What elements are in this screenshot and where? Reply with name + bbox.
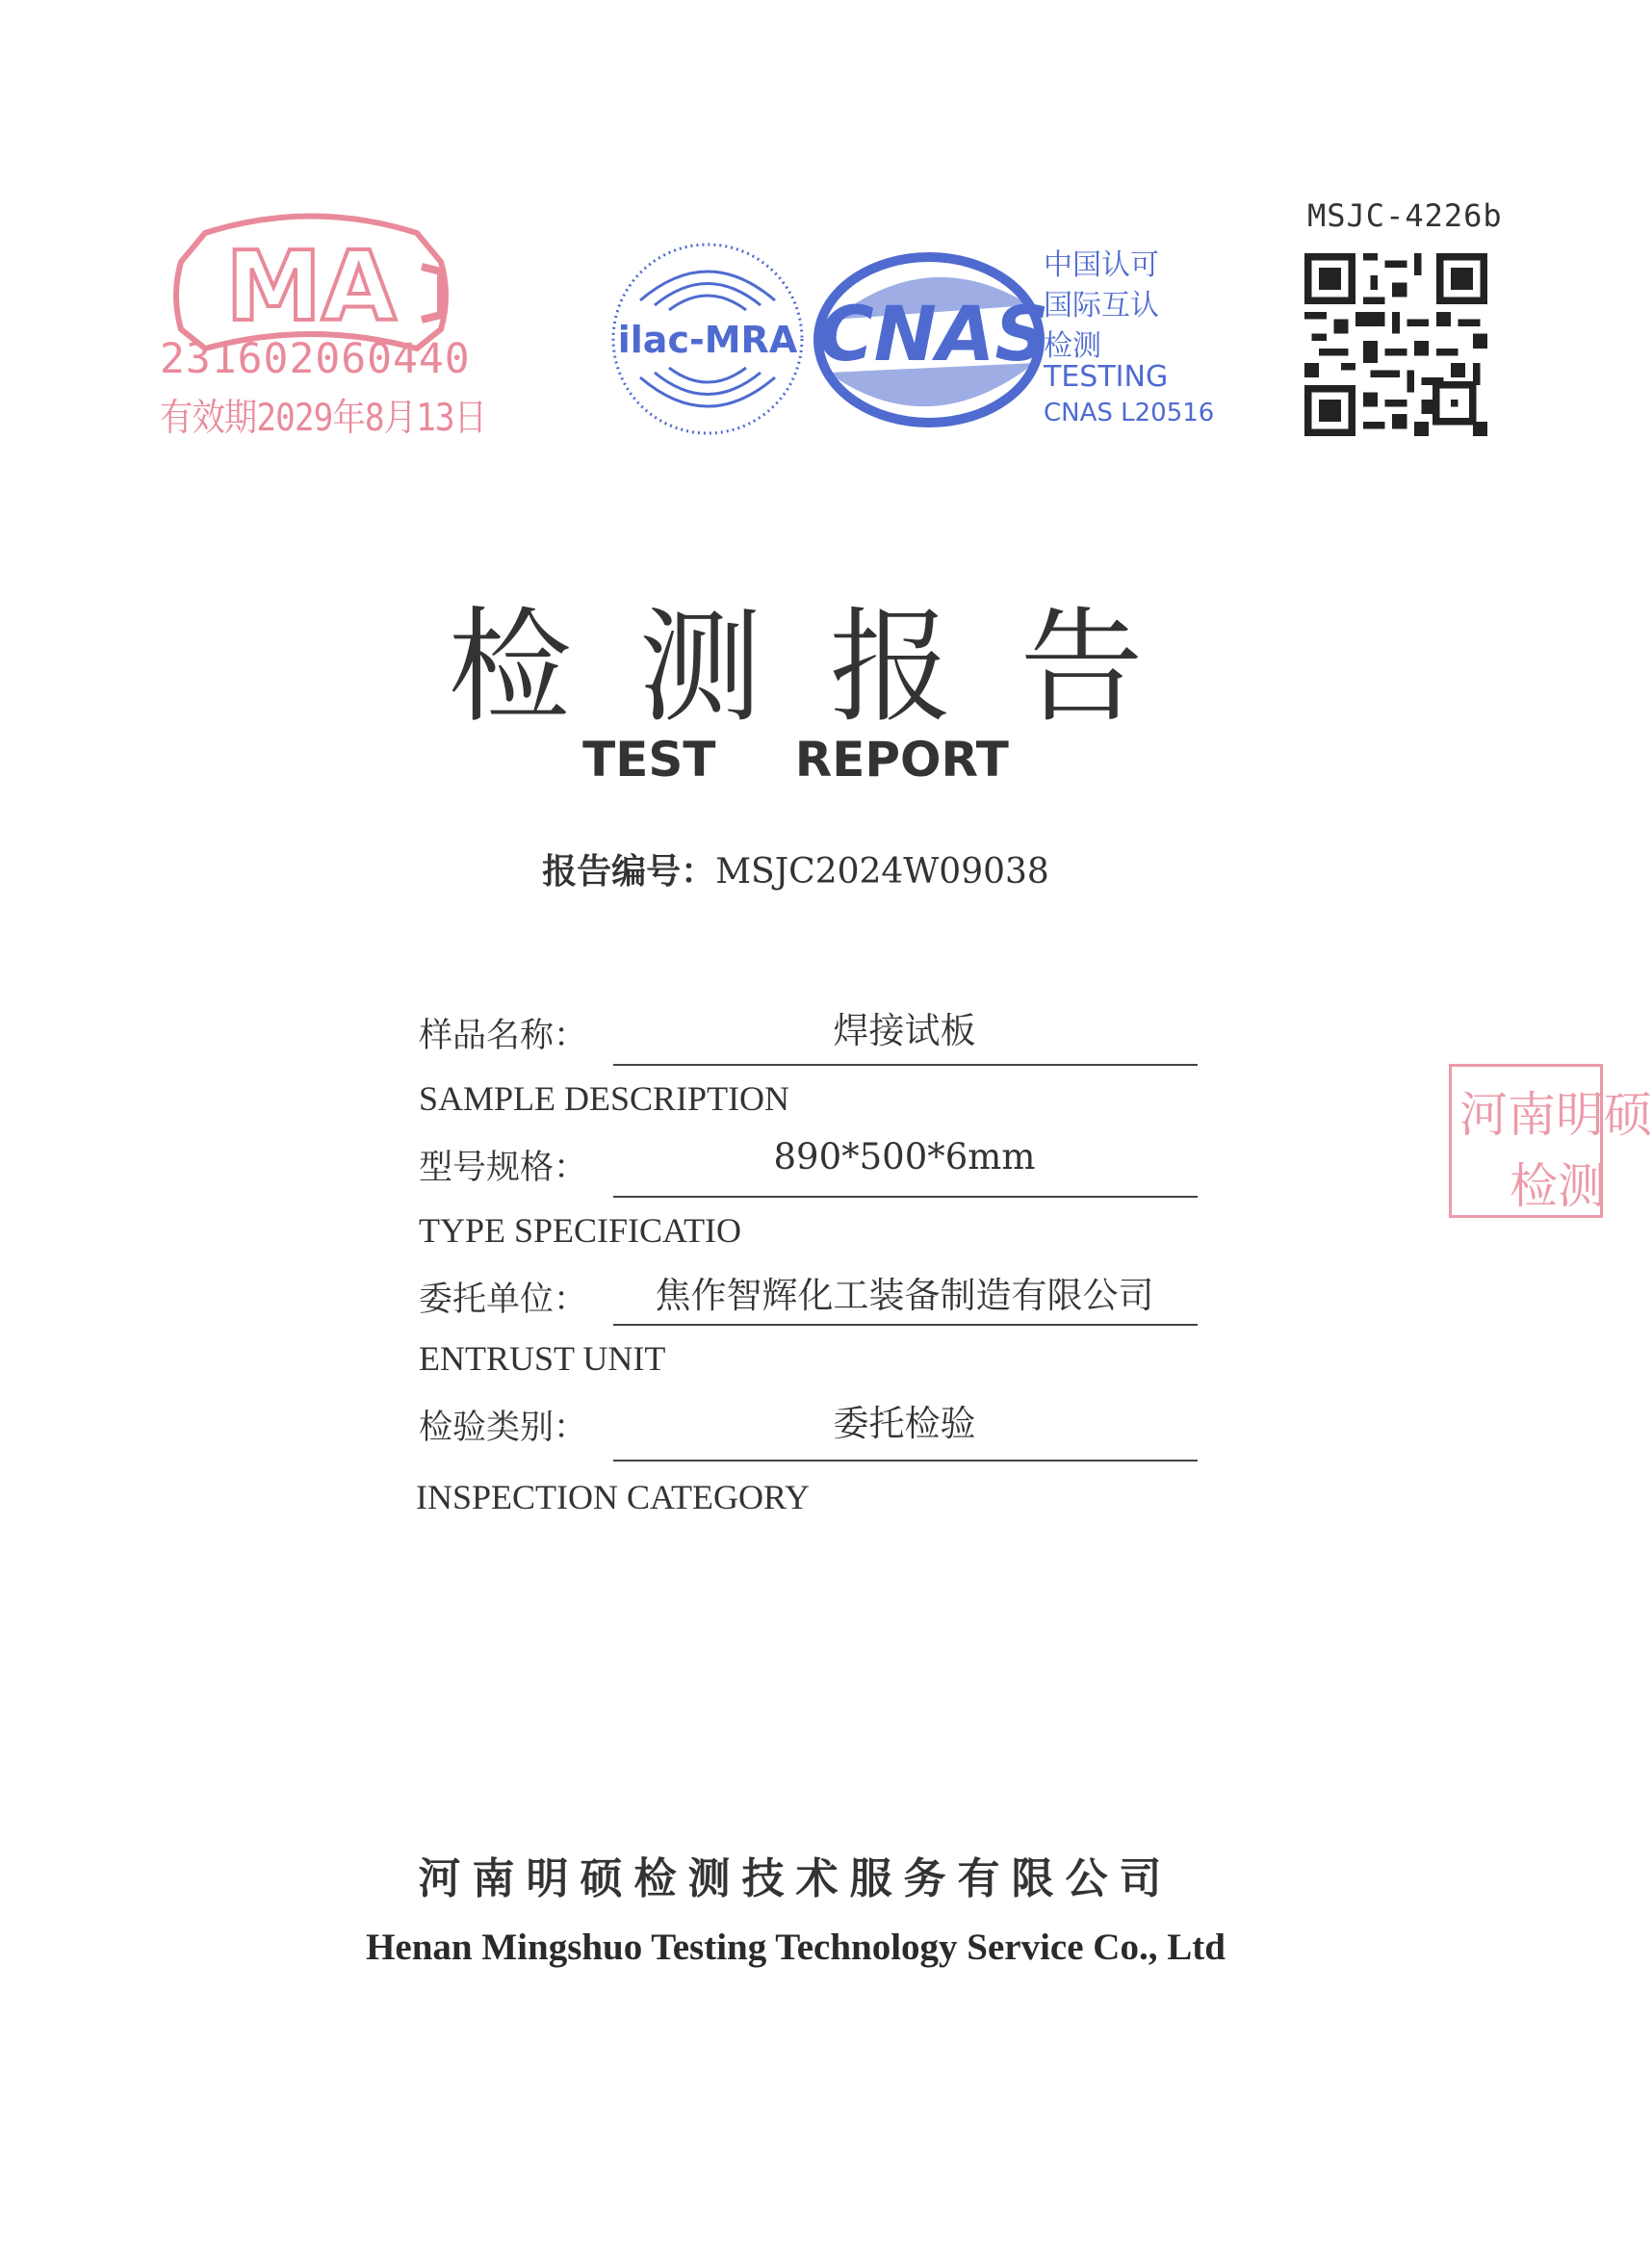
svg-text:ilac-MRA: ilac-MRA xyxy=(617,319,798,361)
page-title-en: TEST REPORT xyxy=(582,732,1009,788)
cma-valid-date: 有效期2029年8月13日 xyxy=(160,397,487,440)
cnas-line-1: 中国认可 xyxy=(1044,248,1159,282)
svg-text:MA: MA xyxy=(225,230,397,343)
cnas-logo xyxy=(813,252,1049,427)
stamp-text-1: 河南明硕 xyxy=(1459,1087,1652,1143)
qr-code[interactable] xyxy=(1304,252,1487,437)
entrust-unit-underline xyxy=(613,1324,1198,1326)
qr-label: MSJC-4226b xyxy=(1307,197,1503,234)
type-spec-value: 890*500*6mm xyxy=(773,1136,1036,1177)
stamp-text-2: 检测 xyxy=(1510,1158,1606,1214)
cnas-line-4: TESTING xyxy=(1044,360,1169,394)
company-name-cn: 河南明硕检测技术服务有限公司 xyxy=(418,1854,1174,1903)
inspection-category-value: 委托检验 xyxy=(833,1403,976,1444)
ilac-mra-logo xyxy=(607,233,809,445)
entrust-unit-label-en: ENTRUST UNIT xyxy=(419,1339,666,1378)
entrust-unit-label: 委托单位： xyxy=(419,1281,588,1319)
type-spec-underline xyxy=(613,1196,1198,1198)
entrust-unit-value: 焦作智辉化工装备制造有限公司 xyxy=(655,1275,1154,1316)
inspection-category-underline xyxy=(613,1460,1198,1462)
report-number-label: 报告编号： xyxy=(542,852,716,892)
page-title: 检测报告 xyxy=(448,596,1211,739)
company-name-en: Henan Mingshuo Testing Technology Service Co., Ltd xyxy=(366,1927,1226,1968)
cnas-line-2: 国际互认 xyxy=(1044,289,1159,323)
report-number-value: MSJC2024W09038 xyxy=(715,852,1049,892)
inspection-category-label: 检验类别： xyxy=(419,1409,588,1447)
type-spec-label-en: TYPE SPECIFICATIO xyxy=(419,1211,742,1250)
cnas-line-3: 检测 xyxy=(1044,329,1101,363)
inspection-category-label-en: INSPECTION CATEGORY xyxy=(416,1478,811,1516)
cnas-line-5: CNAS L20516 xyxy=(1044,399,1215,427)
sample-name-label-en: SAMPLE DESCRIPTION xyxy=(419,1079,790,1118)
sample-name-label: 样品名称： xyxy=(419,1017,588,1055)
sample-name-value: 焊接试板 xyxy=(833,1010,976,1051)
sample-name-underline xyxy=(613,1064,1198,1066)
svg-text:CNAS: CNAS xyxy=(818,292,1049,378)
report-number xyxy=(0,844,1591,893)
cma-code: 231602060440 xyxy=(160,335,471,383)
type-spec-label: 型号规格： xyxy=(419,1149,588,1187)
